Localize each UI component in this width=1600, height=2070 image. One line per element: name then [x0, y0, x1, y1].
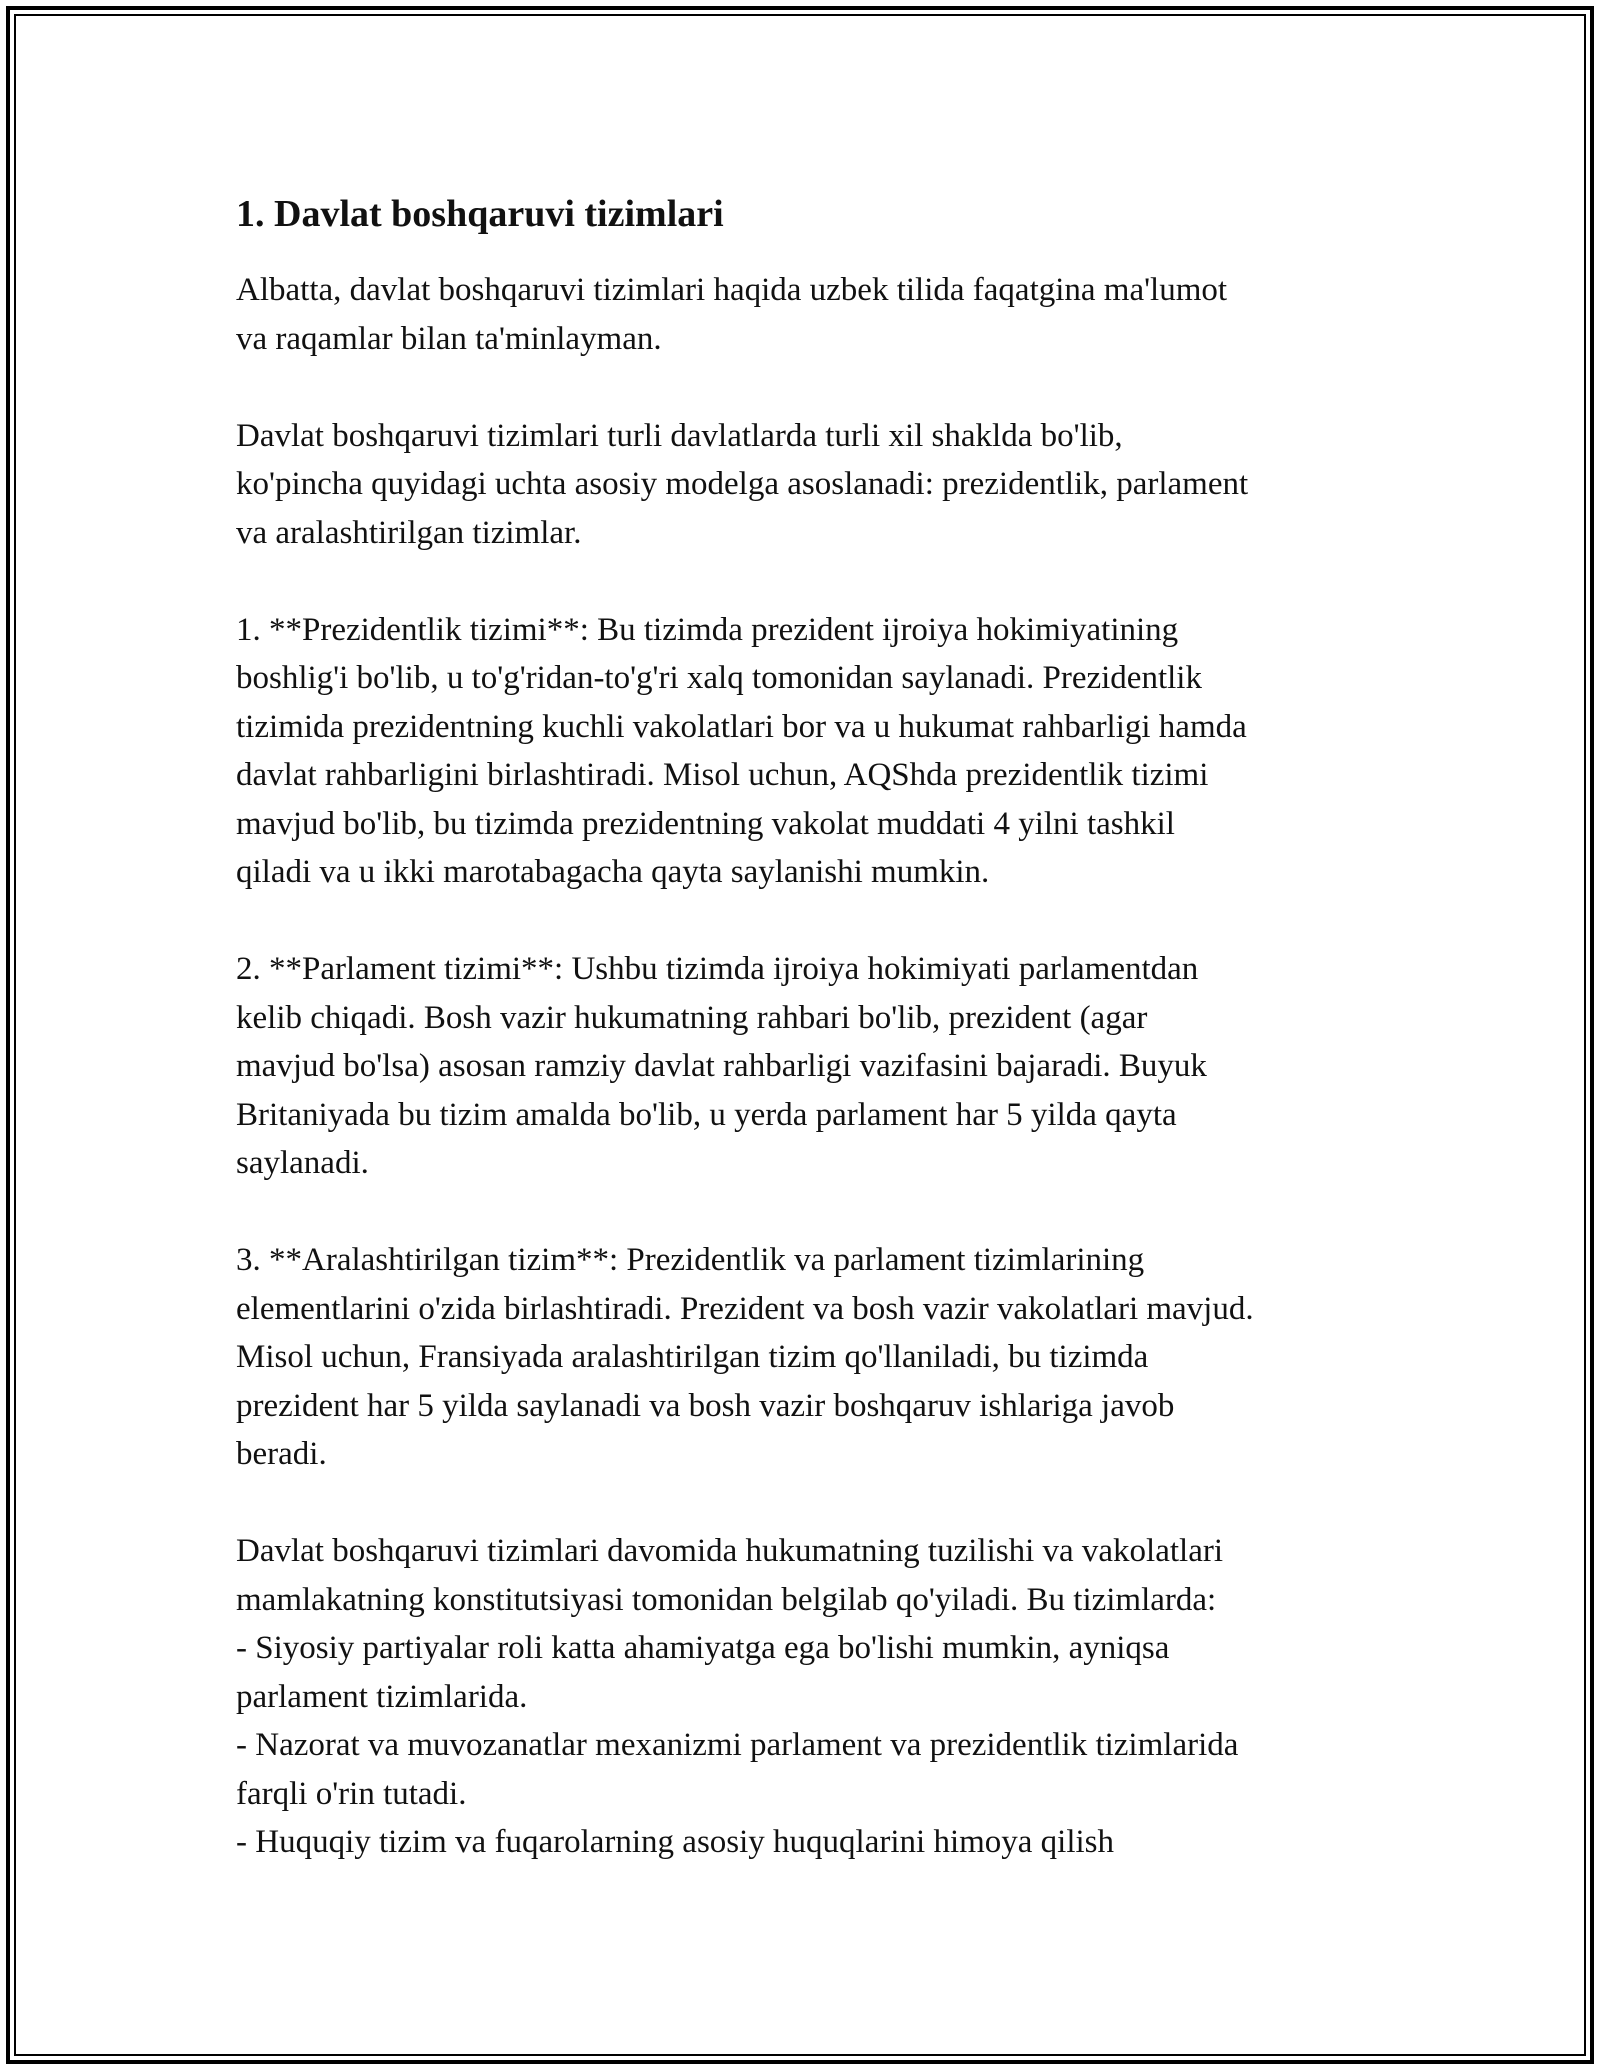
text-line: - Nazorat va muvozanatlar mexanizmi parlament va prezidentlik tizimlarida — [236, 1727, 1239, 1763]
text-line: mavjud bo'lib, bu tizimda prezidentning vakolat muddati 4 yilni tashkil — [236, 805, 1175, 842]
paragraph-gap — [236, 1479, 1376, 1528]
document-body — [236, 186, 1376, 1867]
text-line: Britaniyada bu tizim amalda bo'lib, u yerda parlament har 5 yilda qayta — [236, 1096, 1177, 1133]
text-line: Misol uchun, Fransiyada aralashtirilgan tizim qo'llaniladi, bu tizimda — [236, 1339, 1149, 1375]
paragraph-gap — [236, 1188, 1376, 1237]
text-line: beradi. — [236, 1436, 327, 1472]
text-line: Davlat boshqaruvi tizimlari turli davlatlarda turli xil shaklda bo'lib, — [236, 417, 1123, 454]
text-line: mamlakatning konstitutsiyasi tomonidan belgilab qo'yiladi. Bu tizimlarda: — [236, 1581, 1217, 1618]
text-line: - Huquqiy tizim va fuqarolarning asosiy huquqlarini himoya qilish — [236, 1824, 1115, 1860]
text-line: prezident har 5 yilda saylanadi va bosh vazir boshqaruv ishlariga javob — [236, 1387, 1175, 1424]
paragraph-gap — [236, 557, 1376, 606]
text-line: qiladi va u ikki marotabagacha qayta saylanishi mumkin. — [236, 854, 990, 890]
text-line: Davlat boshqaruvi tizimlari davomida hukumatning tuzilishi va vakolatlari — [236, 1533, 1224, 1569]
document-heading: 1. Davlat boshqaruvi tizimlari — [236, 193, 724, 235]
text-line: farqli o'rin tutadi. — [236, 1775, 467, 1812]
paragraph-gap — [236, 897, 1376, 946]
paragraph — [236, 412, 1376, 558]
text-line: 1. **Prezidentlik tizimi**: Bu tizimda prezident ijroiya hokimiyatining — [236, 611, 1179, 648]
paragraph — [236, 1527, 1376, 1867]
text-line: 2. **Parlament tizimi**: Ushbu tizimda ijroiya hokimiyati parlamentdan — [236, 951, 1199, 987]
text-line: mavjud bo'lsa) asosan ramziy davlat rahbarligi vazifasini bajaradi. Buyuk — [236, 1048, 1207, 1084]
text-line: tizimida prezidentning kuchli vakolatlari bor va u hukumat rahbarligi hamda — [236, 708, 1247, 745]
paragraph-list — [236, 266, 1376, 1867]
text-line: boshlig'i bo'lib, u to'g'ridan-to'g'ri xalq tomonidan saylanadi. Prezidentlik — [236, 660, 1202, 696]
text-line: 3. **Aralashtirilgan tizim**: Prezidentlik va parlament tizimlarining — [236, 1242, 1145, 1278]
paragraph — [236, 945, 1376, 1188]
text-line: kelib chiqadi. Bosh vazir hukumatning rahbari bo'lib, prezident (agar — [236, 999, 1148, 1036]
text-line: parlament tizimlarida. — [236, 1678, 528, 1715]
paragraph — [236, 606, 1376, 897]
text-line: va aralashtirilgan tizimlar. — [236, 514, 582, 551]
paragraph — [236, 1236, 1376, 1479]
text-line: Albatta, davlat boshqaruvi tizimlari haqida uzbek tilida faqatgina ma'lumot — [236, 272, 1228, 308]
text-line: saylanadi. — [236, 1145, 369, 1181]
text-line: davlat rahbarligini birlashtiradi. Misol uchun, AQShda prezidentlik tizimi — [236, 757, 1209, 793]
text-line: va raqamlar bilan ta'minlayman. — [236, 320, 662, 357]
paragraph — [236, 266, 1376, 363]
text-line: elementlarini o'zida birlashtiradi. Prezident va bosh vazir vakolatlari mavjud. — [236, 1290, 1254, 1327]
text-line: - Siyosiy partiyalar roli katta ahamiyatga ega bo'lishi mumkin, ayniqsa — [236, 1630, 1170, 1666]
text-line: ko'pincha quyidagi uchta asosiy modelga asoslanadi: prezidentlik, parlament — [236, 466, 1249, 502]
paragraph-gap — [236, 363, 1376, 412]
